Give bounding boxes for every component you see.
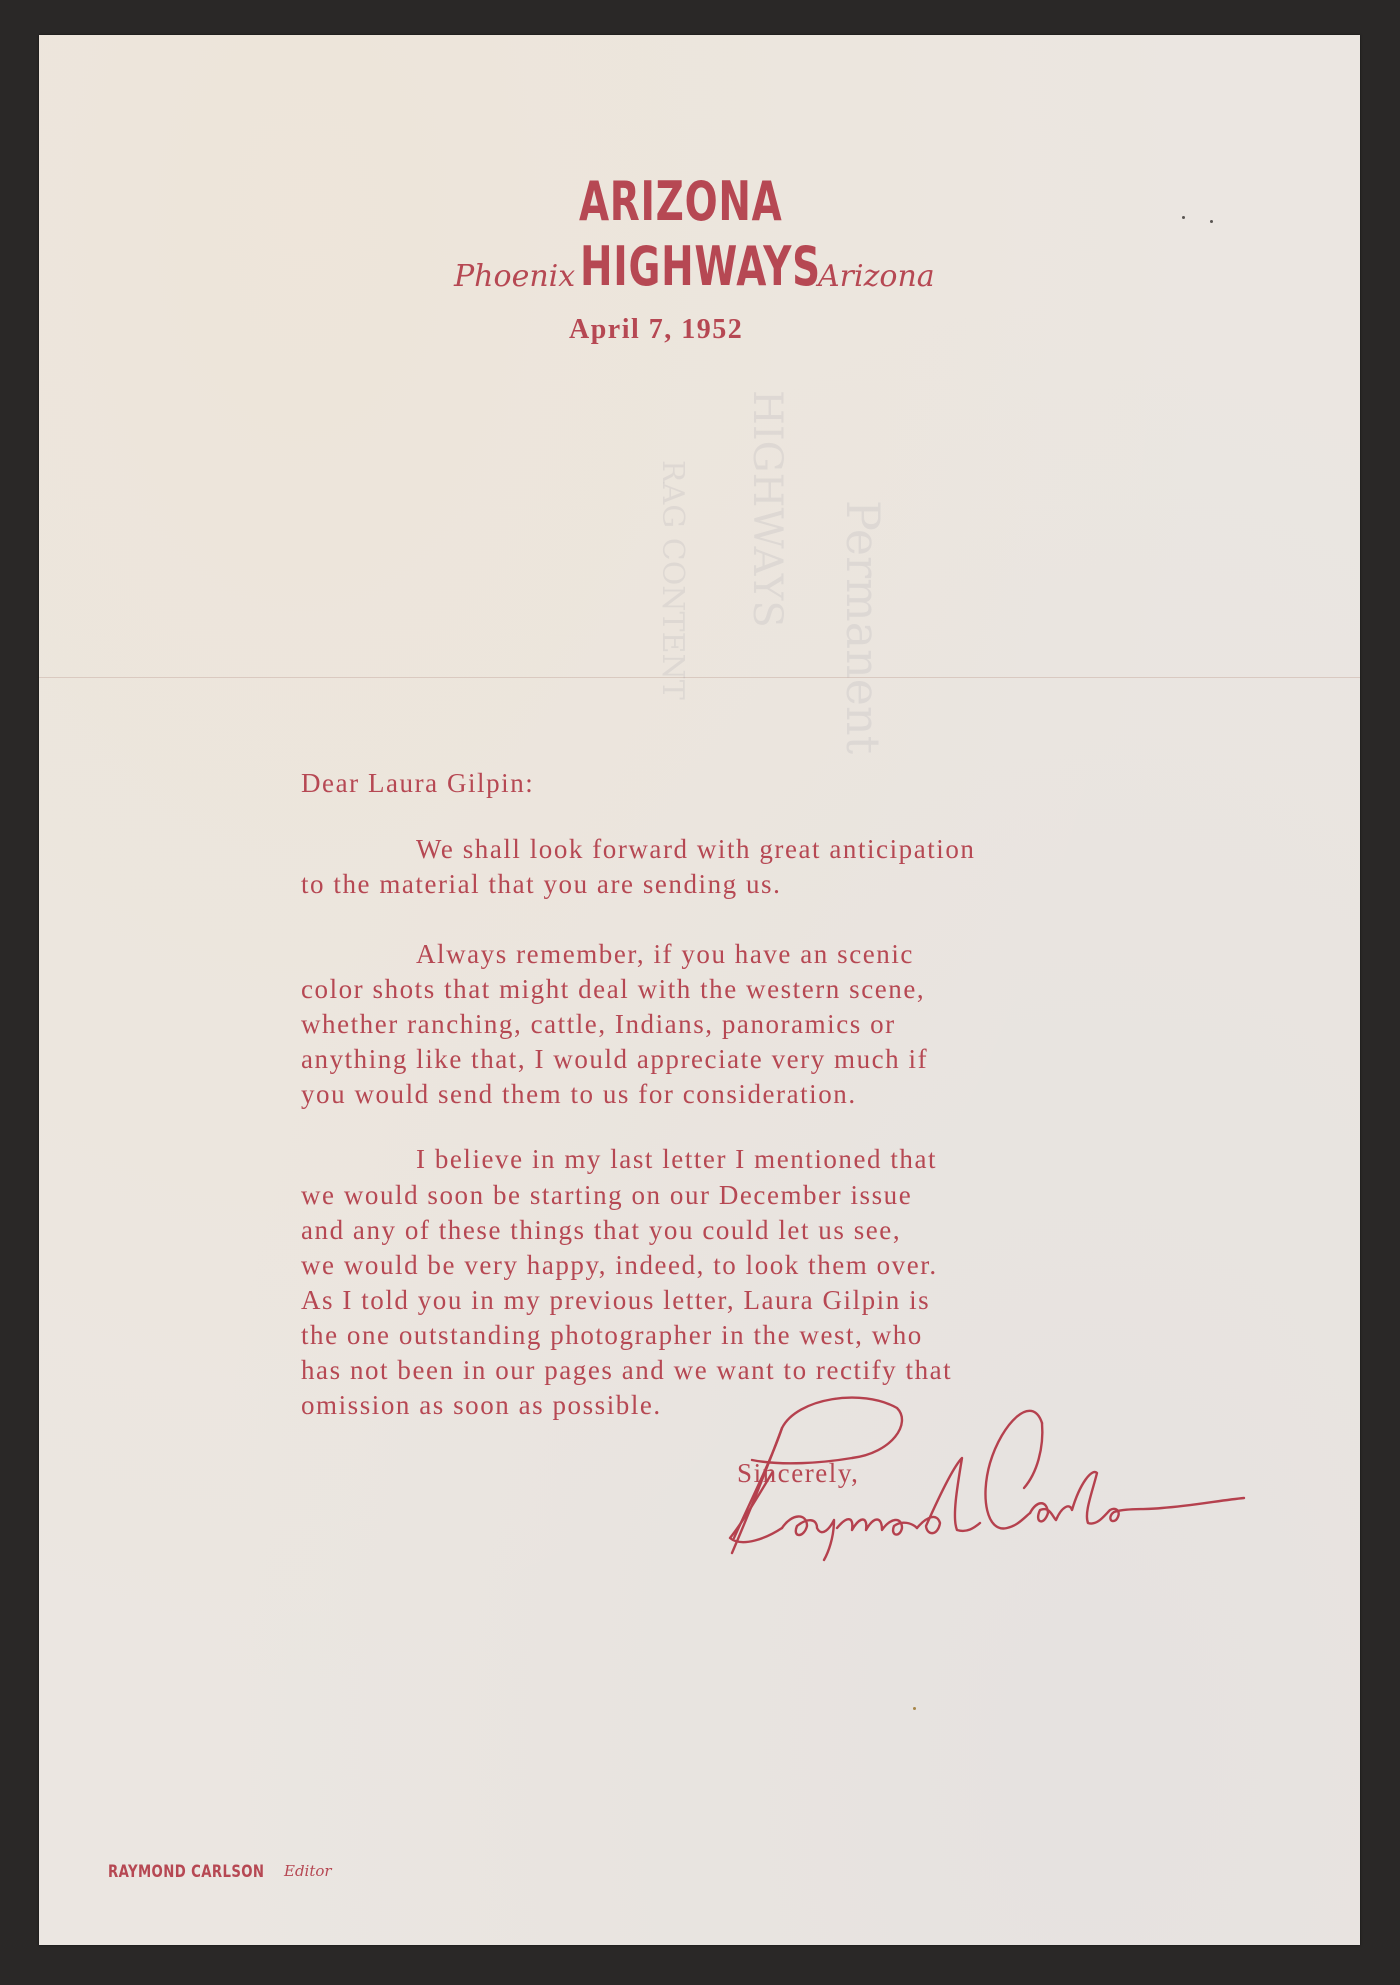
paragraph-3-line: we would soon be starting on our December issue — [301, 1180, 913, 1210]
show-through-text: Permanent — [836, 500, 890, 755]
letterhead-state: Arizona — [818, 259, 935, 294]
paragraph-3-line: we would be very happy, indeed, to look them over. — [301, 1250, 938, 1280]
fold-crease — [39, 677, 1360, 678]
paragraph-2-line: whether ranching, cattle, Indians, panoramics or — [301, 1009, 896, 1039]
paragraph-2-line: Always remember, if you have an scenic — [416, 939, 914, 969]
letterhead-title-line1: ARIZONA — [579, 170, 783, 233]
paragraph-2-line: anything like that, I would appreciate very much if — [301, 1044, 929, 1074]
letterhead-city: Phoenix — [454, 259, 576, 294]
paragraph-3-line: the one outstanding photographer in the west, who — [301, 1320, 923, 1350]
paper-speck — [1210, 220, 1213, 223]
paragraph-2-line: color shots that might deal with the western scene, — [301, 974, 926, 1004]
footer-editor-title: Editor — [284, 1862, 332, 1880]
footer-editor-name: RAYMOND CARLSON — [108, 1862, 265, 1882]
paragraph-3-line: omission as soon as possible. — [301, 1390, 662, 1420]
paper-speck — [1182, 216, 1185, 219]
handwritten-signature — [712, 1388, 1252, 1563]
paragraph-3-line: has not been in our pages and we want to rectify that — [301, 1355, 953, 1385]
show-through-text: RAG CONTENT — [655, 460, 690, 700]
paragraph-1-line: We shall look forward with great anticipation — [416, 834, 976, 864]
show-through-text: HIGHWAYS — [744, 390, 790, 628]
paper-speck — [913, 1707, 916, 1710]
letter-date: April 7, 1952 — [569, 314, 744, 345]
salutation: Dear Laura Gilpin: — [301, 768, 535, 798]
paragraph-3-line: As I told you in my previous letter, Laura Gilpin is — [301, 1285, 931, 1315]
paragraph-3-line: I believe in my last letter I mentioned that — [416, 1144, 938, 1174]
letterhead-title-line2: HIGHWAYS — [580, 235, 821, 298]
paragraph-2-line: you would send them to us for consideration. — [301, 1079, 857, 1109]
closing: Sincerely, — [737, 1458, 860, 1488]
paragraph-3-line: and any of these things that you could let us see, — [301, 1215, 902, 1245]
paragraph-1-line: to the material that you are sending us. — [301, 869, 782, 899]
